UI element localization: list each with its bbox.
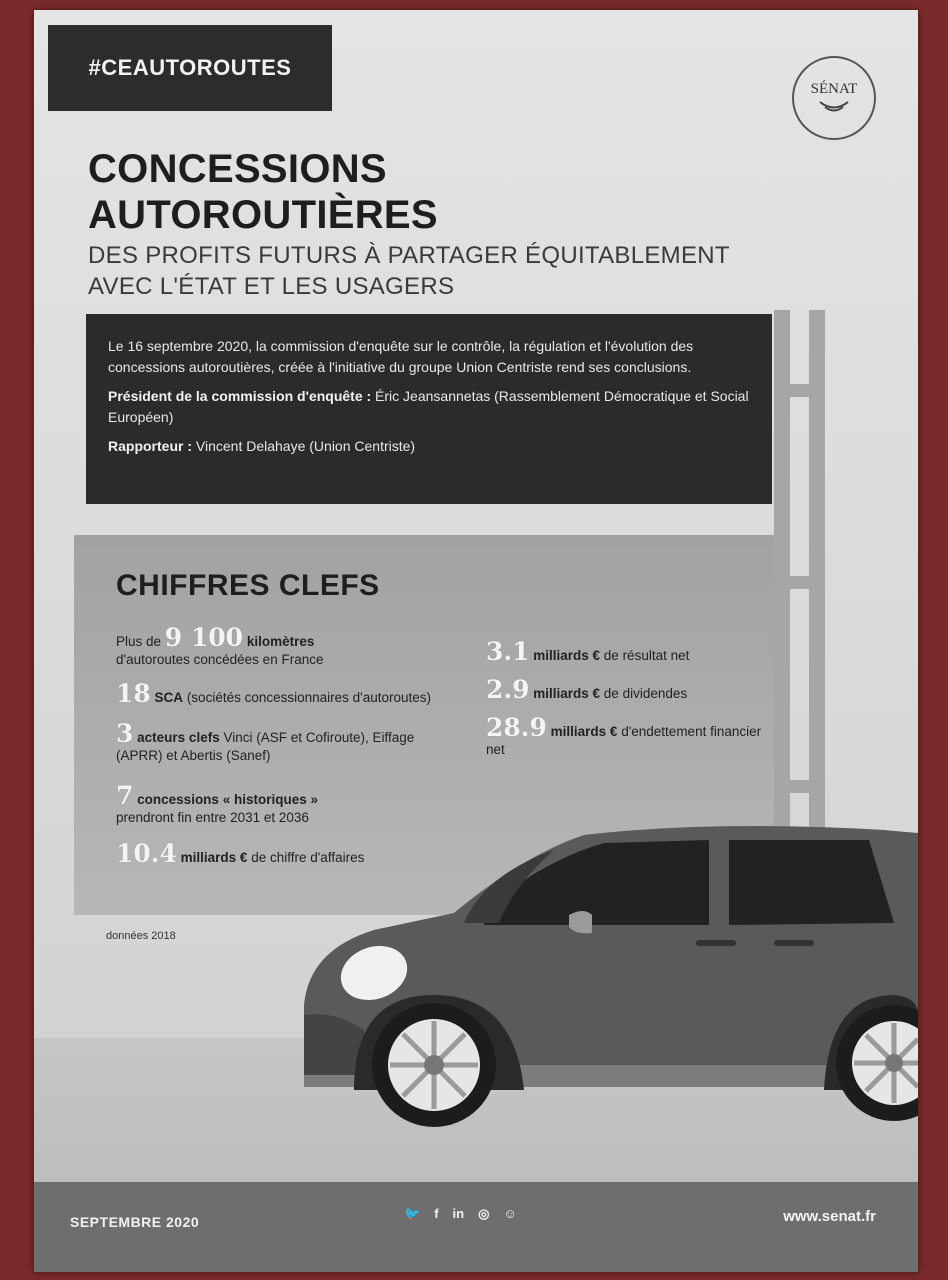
stat-description: de chiffre d'affaires — [247, 850, 365, 865]
stat-description: d'autoroutes concédées en France — [116, 652, 324, 667]
logo-text: SÉNAT — [810, 81, 858, 97]
stat-unit: milliards € — [546, 724, 618, 739]
rapporteur-label: Rapporteur : — [108, 438, 192, 454]
hashtag-banner — [48, 25, 332, 111]
senat-logo — [792, 56, 876, 140]
stat-unit: milliards € — [176, 850, 248, 865]
page-subtitle — [88, 240, 788, 302]
stat-number: 9 100 — [164, 623, 244, 652]
car-illustration — [284, 815, 918, 1135]
rapporteur-value: Vincent Delahaye (Union Centriste) — [192, 438, 416, 454]
page-title — [88, 146, 438, 238]
leaflet-page — [34, 10, 918, 1272]
stat-number: 3 — [116, 719, 134, 748]
footer-bar — [34, 1182, 918, 1272]
footer-date: SEPTEMBRE 2020 — [70, 1214, 200, 1230]
stat-number: 2.9 — [486, 675, 530, 704]
stat-description: d'endettement financier net — [486, 724, 762, 757]
intro-box — [86, 314, 772, 504]
stat-description: Vinci (ASF et Cofiroute), Eiffage (APRR) et Abertis (Sanef) — [116, 730, 415, 763]
subtitle-line-1: DES PROFITS FUTURS À PARTAGER ÉQUITABLEMENT — [88, 242, 730, 269]
stat-kilometres — [116, 623, 456, 669]
stat-unit: acteurs clefs — [133, 730, 220, 745]
stat-unit: concessions « historiques » — [133, 792, 318, 807]
stat-number: 7 — [116, 781, 134, 810]
sign-post-back — [809, 310, 825, 830]
data-year-note: données 2018 — [106, 930, 176, 942]
key-figures-heading: CHIFFRES CLEFS — [116, 569, 380, 602]
stat-dividends — [486, 675, 766, 704]
logo-emblem-icon — [817, 99, 851, 115]
website-link[interactable]: www.senat.fr — [783, 1208, 876, 1225]
sign-post-rung — [774, 780, 824, 793]
stat-unit: milliards € — [529, 686, 601, 701]
stat-actors — [116, 719, 416, 765]
stat-number: 3.1 — [486, 637, 530, 666]
stat-number: 10.4 — [116, 839, 177, 868]
stat-description: prendront fin entre 2031 et 2036 — [116, 810, 309, 825]
stat-prefix: Plus de — [116, 634, 165, 649]
stat-debt — [486, 713, 766, 759]
president-label: Président de la commission d'enquête : — [108, 388, 372, 404]
stat-description: de dividendes — [600, 686, 688, 701]
intro-text: Le 16 septembre 2020, la commission d'enquête sur le contrôle, la régulation et l'évolution des concessions autoroutières, créée à l'initiative du groupe Union Centriste rend ses conclusions. — [108, 338, 694, 375]
title-line-1: CONCESSIONS — [88, 147, 387, 191]
stat-number: 28.9 — [486, 713, 547, 742]
president-value: Éric Jeansannetas (Rassemblement Démocratique et Social Européen) — [108, 388, 749, 425]
instagram-icon[interactable]: ◎ — [478, 1206, 490, 1221]
stat-sca — [116, 679, 496, 708]
title-line-2: AUTOROUTIÈRES — [88, 193, 438, 237]
stat-description: de résultat net — [600, 648, 690, 663]
stat-unit: milliards € — [529, 648, 601, 663]
president-line — [108, 386, 750, 428]
stat-unit: SCA — [150, 690, 184, 705]
sign-post-rung — [774, 576, 824, 589]
social-links — [404, 1206, 517, 1222]
facebook-icon[interactable]: f — [434, 1206, 439, 1221]
stat-description: (sociétés concessionnaires d'autoroutes) — [183, 690, 432, 705]
snapchat-icon[interactable]: ☺ — [503, 1206, 517, 1221]
stat-net-result — [486, 637, 766, 666]
twitter-icon[interactable]: 🐦 — [404, 1206, 421, 1221]
hashtag-text: #CEAUTOROUTES — [88, 55, 292, 80]
subtitle-line-2: AVEC L'ÉTAT ET LES USAGERS — [88, 273, 455, 300]
rapporteur-line — [108, 436, 750, 457]
stat-unit: kilomètres — [243, 634, 315, 649]
linkedin-icon[interactable]: in — [452, 1206, 465, 1221]
stat-number: 18 — [116, 679, 151, 708]
